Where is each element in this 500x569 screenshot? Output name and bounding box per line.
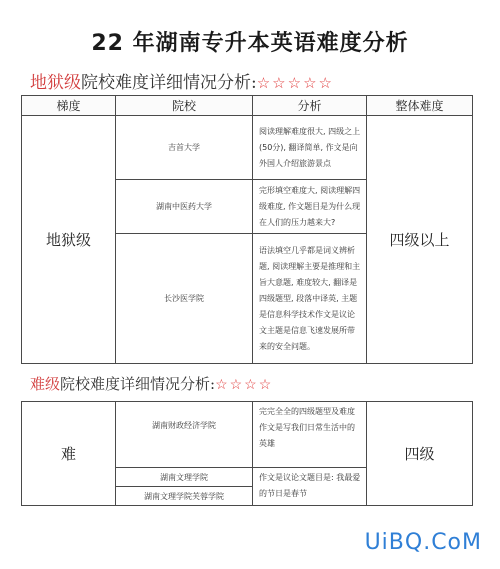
school-cell: 湖南中医药大学 bbox=[116, 180, 253, 234]
section-heading-hard bbox=[30, 373, 273, 394]
school-cell: 长沙医学院 bbox=[116, 234, 253, 364]
school-cell: 湖南文理学院芙蓉学院 bbox=[116, 487, 253, 506]
table-row bbox=[22, 402, 473, 468]
hard-level-table bbox=[21, 401, 473, 506]
star-rating-icon: ☆☆☆☆ bbox=[215, 377, 274, 393]
section-heading-hell bbox=[30, 68, 334, 93]
heading-text: 院校难度详细情况分析: bbox=[60, 375, 216, 393]
analysis-cell: 完完全全的四级题型及难度作文是写我们日常生活中的英雄 bbox=[253, 402, 367, 468]
overall-difficulty-cell: 四级以上 bbox=[367, 116, 473, 364]
page-title: 22 年湖南专升本英语难度分析 bbox=[91, 31, 409, 56]
school-cell: 湖南财政经济学院 bbox=[116, 402, 253, 468]
level-word: 地狱级 bbox=[30, 73, 81, 93]
overall-difficulty-cell: 四级 bbox=[367, 402, 473, 506]
level-word: 难级 bbox=[30, 375, 61, 393]
header-analysis: 分析 bbox=[253, 96, 367, 116]
gradient-cell: 地狱级 bbox=[22, 116, 116, 364]
table-row bbox=[22, 116, 473, 180]
header-overall: 整体难度 bbox=[367, 96, 473, 116]
school-cell: 吉首大学 bbox=[116, 116, 253, 180]
school-cell: 湖南文理学院 bbox=[116, 468, 253, 487]
hell-level-table bbox=[21, 95, 473, 364]
star-rating-icon: ☆☆☆☆☆ bbox=[256, 74, 334, 92]
analysis-cell: 完形填空难度大, 阅读理解四级难度, 作文题目是为什么现在人们的压力越来大? bbox=[253, 180, 367, 234]
heading-text: 院校难度详细情况分析: bbox=[81, 73, 257, 93]
header-school: 院校 bbox=[116, 96, 253, 116]
header-gradient: 梯度 bbox=[22, 96, 116, 116]
gradient-cell: 难 bbox=[22, 402, 116, 506]
analysis-cell: 语法填空几乎都是词义辨析题, 阅读理解主要是推理和主旨大意题, 难度较大, 翻译是四级题型, 段落中译英, 主题是信息科学技术作文是议论文主题是信息飞速发展所带来的安全问题。 bbox=[253, 234, 367, 364]
analysis-cell: 阅读理解难度很大, 四级之上(50分), 翻译简单, 作文是向外国人介绍旅游景点 bbox=[253, 116, 367, 180]
analysis-cell: 作文是议论文题目是: 我最爱的节日是春节 bbox=[253, 468, 367, 506]
table-header-row bbox=[22, 96, 473, 116]
site-watermark: UiBQ.CoM bbox=[364, 530, 482, 555]
